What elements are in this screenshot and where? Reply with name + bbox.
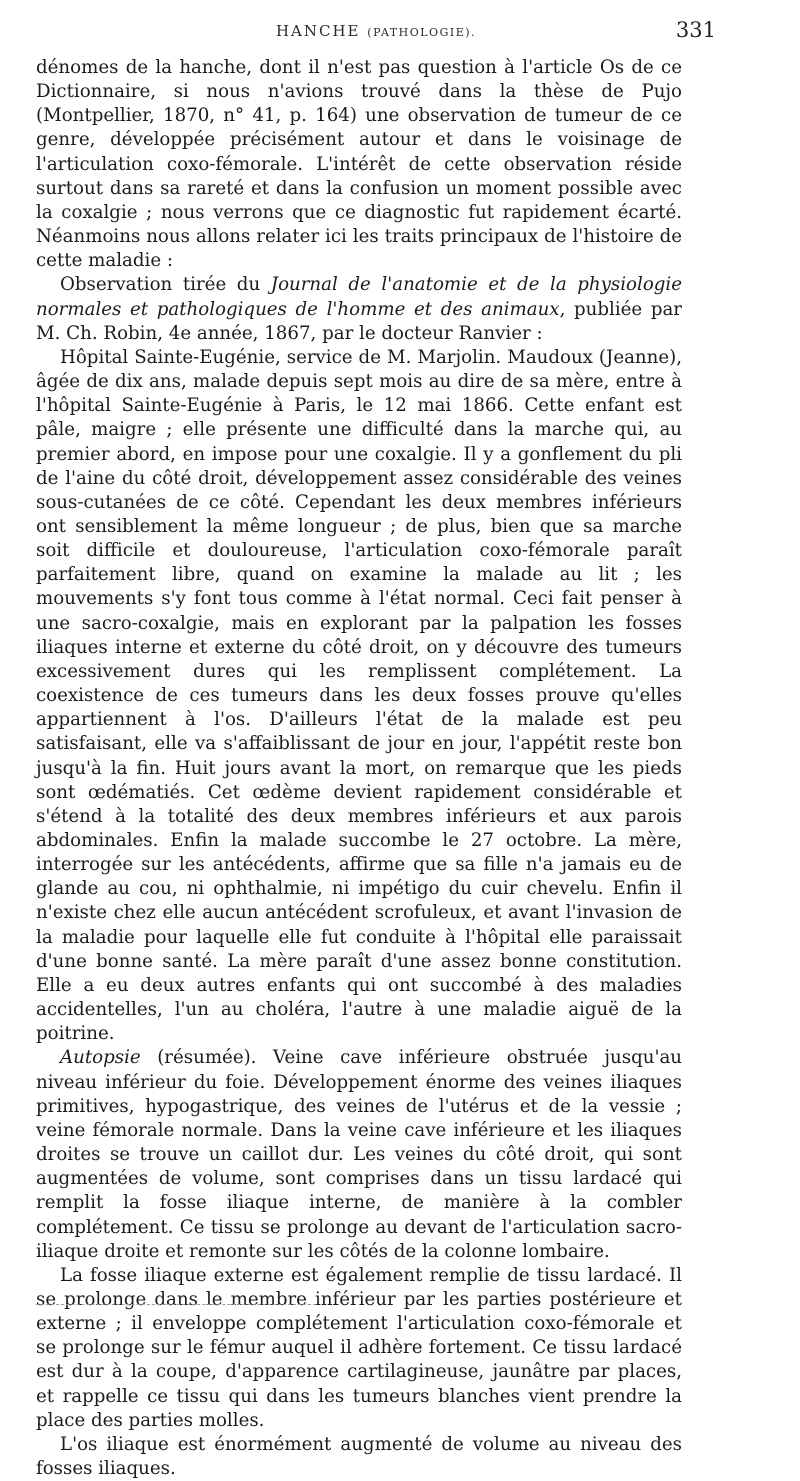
autopsy-text: (résumée). Veine cave inférieure obstruée jusqu'au niveau inférieur du foie. Développement énorme des veines iliaques primitives, hypogastrique, des veines de l'utérus et de la vessie ; veine fémorale normale. Dans la veine cave inférieure et les iliaques droites se trouve un caillot dur. Les veines du côté droit, qui sont augmentées de volume, sont comprises dans un tissu lardacé qui remplit la fosse iliaque interne, de manière à la combler complétement. Ce tissu se prolonge au devant de l'articulation sacro-iliaque droite et remonte sur les côtés de la colonne lombaire. xyxy=(36,1047,682,1262)
footer-rule xyxy=(36,1304,316,1305)
journal-title: Journal de l'anatomie et de la physiologie normales et pathologiques de l'homme et des animaux xyxy=(36,274,682,320)
paragraph-case-history: Hôpital Sainte-Eugénie, service de M. Marjolin. Maudoux (Jeanne), âgée de dix ans, malade depuis sept mois au dire de sa mère, entre à l'hôpital Sainte-Eugénie à Paris, le 12 mai 1866. Cette enfant est pâle, maigre ; elle présente une difficulté dans la marche qui, au premier abord, en impose pour une coxalgie. Il y a gonflement du pli de l'aine du côté droit, développement assez considérable des veines sous-cutanées de ce côté. Cependant les deux membres inférieurs ont sensiblement la même longueur ; de plus, bien que sa marche soit difficile et douloureuse, l'articulation coxo-fémorale paraît parfaitement libre, quand on examine la malade au lit ; les mouvements s'y font tous comme à l'état normal. Ceci fait penser à une sacro-coxalgie, mais en explorant par la palpation les fosses iliaques interne et externe du côté droit, on y découvre des tumeurs excessivement dures qui les remplissent complétement. La coexistence de ces tumeurs dans les deux fosses prouve qu'elles appartiennent à l'os. D'ailleurs l'état de la malade est peu satisfaisant, elle va s'affaiblissant de jour en jour, l'appétit reste bon jusqu'à la fin. Huit jours avant la mort, on remarque que les pieds sont œdématiés. Cet œdème devient rapidement considérable et s'étend à la totalité des deux membres inférieurs et aux parois abdominales. Enfin la malade succombe le 27 octobre. La mère, interrogée sur les antécédents, affirme que sa fille n'a jamais eu de glande au cou, ni ophthalmie, ni impétigo du cuir chevelu. Enfin il n'existe chez elle aucun antécédent scrofuleux, et avant l'invasion de la maladie pour laquelle elle fut conduite à l'hôpital elle paraissait d'une bonne santé. La mère paraît d'une assez bonne constitution. Elle a eu deux autres enfants qui ont succombé à des maladies accidentelles, l'un au choléra, l'autre à une maladie aiguë de la poitrine. xyxy=(36,346,682,1045)
running-title xyxy=(36,22,716,40)
observation-tail: , publiée par M. Ch. Robin, 4e année, 1867, par le docteur Ranvier : xyxy=(36,298,682,344)
paragraph-intro: dénomes de la hanche, dont il n'est pas question à l'article Os de ce Dictionnaire, si nous n'avions trouvé dans la thèse de Pujo (Montpellier, 1870, n° 41, p. 164) une observation de tumeur de ce genre, développée précisément autour et dans le voisinage de l'articulation coxo-fémorale. L'intérêt de cette observation réside surtout dans sa rareté et dans la confusion un moment possible avec la coxalgie ; nous verrons que ce diagnostic fut rapidement écarté. Néanmoins nous allons relater ici les traits principaux de l'histoire de cette maladie : xyxy=(36,57,682,272)
paragraph-observation-source xyxy=(36,273,682,345)
paragraph-autopsy xyxy=(36,1046,682,1263)
body-text xyxy=(36,56,682,1481)
running-title-main: HANCHE xyxy=(275,22,361,40)
observation-lead: Observation tirée du xyxy=(60,274,271,296)
paragraph-iliac-bone: L'os iliaque est énormément augmenté de volume au niveau des fosses iliaques. xyxy=(36,1433,682,1480)
paragraph-external-fossa: La fosse iliaque externe est également remplie de tissu lardacé. Il se prolonge dans le membre inférieur par les parties postérieure et externe ; il enveloppe complétement l'articulation coxo-fémorale et se prolonge sur le fémur auquel il adhère fortement. Ce tissu lardacé est dur à la coupe, d'apparence cartilagineuse, jaunâtre par places, et rappelle ce tissu qui dans les tumeurs blanches vient prendre la place des parties molles. xyxy=(36,1264,682,1431)
page-header xyxy=(36,12,716,52)
autopsy-heading: Autopsie xyxy=(60,1047,141,1069)
running-title-subtitle: (PATHOLOGIE). xyxy=(367,26,477,39)
page-number: 331 xyxy=(675,18,716,42)
